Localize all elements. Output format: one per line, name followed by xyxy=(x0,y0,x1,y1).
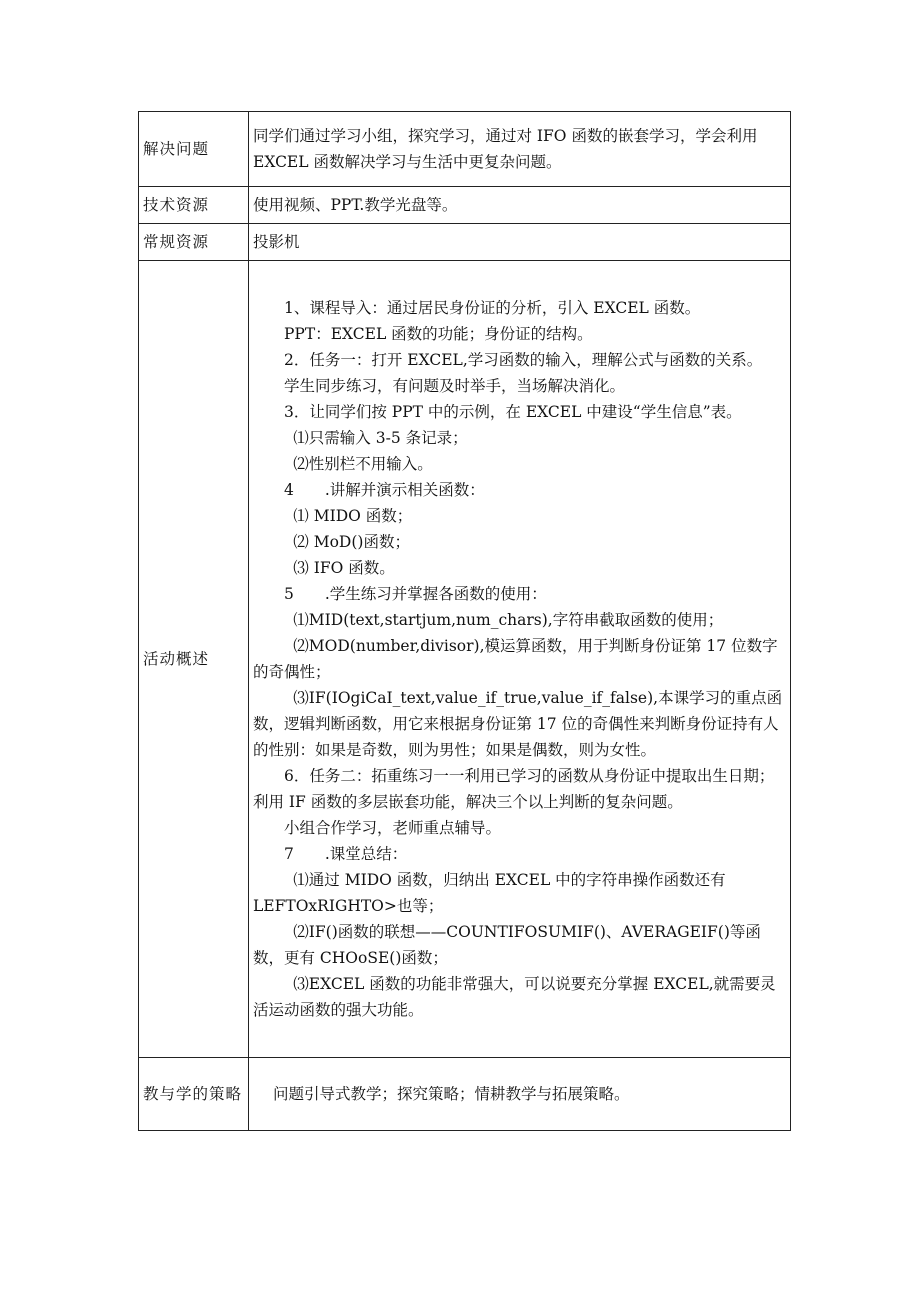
content-regular-resources: 投影机 xyxy=(249,224,791,261)
label-tech-resources: 技术资源 xyxy=(139,187,249,224)
activity-line: 学生同步练习，有问题及时举手，当场解决消化。 xyxy=(284,377,626,395)
label-regular-resources: 常规资源 xyxy=(139,224,249,261)
activity-line: 1、课程导入：通过居民身份证的分析，引入 EXCEL 函数。 xyxy=(284,299,701,317)
activity-line: 7 .课堂总结： xyxy=(284,845,408,863)
content-teaching-strategy: 问题引导式教学；探究策略；情耕教学与拓展策略。 xyxy=(249,1058,791,1131)
activity-line: 6．任务二：拓重练习一一利用已学习的函数从身份证中提取出生日期；利用 IF 函数的多层嵌套功能，解决三个以上判断的复杂问题。 xyxy=(253,767,775,811)
label-teaching-strategy: 教与学的策略 xyxy=(139,1058,249,1131)
activity-line: ⑶EXCEL 函数的功能非常强大，可以说要充分掌握 EXCEL,就需要灵活运动函数的强大功能。 xyxy=(253,975,776,1019)
row-teaching-strategy xyxy=(139,1058,791,1131)
activity-line: 2．任务一：打开 EXCEL,学习函数的输入，理解公式与函数的关系。 xyxy=(284,351,763,369)
row-solve-problem xyxy=(139,112,791,187)
activity-line: ⑵IF()函数的联想——COUNTIFOSUMIF()、AVERAGEIF()等函数，更有 CHOoSE()函数； xyxy=(253,923,761,967)
activity-line: ⑴ MIDO 函数； xyxy=(293,507,413,525)
activity-line: ⑶ IFO 函数。 xyxy=(293,559,395,577)
content-activity-overview xyxy=(249,261,791,1058)
activity-line: ⑴只需输入 3-5 条记录； xyxy=(293,429,468,447)
lesson-plan-table xyxy=(138,111,791,1131)
activity-line: ⑴通过 MIDO 函数，归纳出 EXCEL 中的字符串操作函数还有 LEFTOxRIGHTO>也等； xyxy=(253,871,726,915)
content-solve-problem: 同学们通过学习小组，探究学习，通过对 IFO 函数的嵌套学习，学会利用 EXCEL 函数解决学习与生活中更复杂问题。 xyxy=(249,112,791,187)
activity-line: ⑴MID(text,startjum,num_chars),字符串截取函数的使用； xyxy=(293,611,724,629)
activity-line: 3．让同学们按 PPT 中的示例，在 EXCEL 中建设“学生信息”表。 xyxy=(284,403,742,421)
row-tech-resources xyxy=(139,187,791,224)
label-solve-problem: 解决问题 xyxy=(139,112,249,187)
activity-line: ⑵性别栏不用输入。 xyxy=(293,455,433,473)
activity-line: ⑵ MoD()函数； xyxy=(293,533,410,551)
activity-line: 小组合作学习，老师重点辅导。 xyxy=(284,819,502,837)
label-activity-overview: 活动概述 xyxy=(139,261,249,1058)
row-activity-overview xyxy=(139,261,791,1058)
activity-line: ⑶IF(IOgiCaI_text,value_if_true,value_if_false),本课学习的重点函数，逻辑判断函数，用它来根据身份证第 17 位的奇偶性来判断身份证持有人的性别：如果是奇数，则为男性；如果是偶数，则为女性。 xyxy=(253,689,783,759)
activity-line: 5 .学生练习并掌握各函数的使用： xyxy=(284,585,547,603)
activity-line: PPT：EXCEL 函数的功能；身份证的结构。 xyxy=(284,325,593,343)
row-regular-resources xyxy=(139,224,791,261)
activity-line: ⑵MOD(number,divisor),模运算函数，用于判断身份证第 17 位数字的奇偶性； xyxy=(253,637,778,681)
activity-line: 4 .讲解并演示相关函数： xyxy=(284,481,485,499)
content-tech-resources: 使用视频、PPT.教学光盘等。 xyxy=(249,187,791,224)
